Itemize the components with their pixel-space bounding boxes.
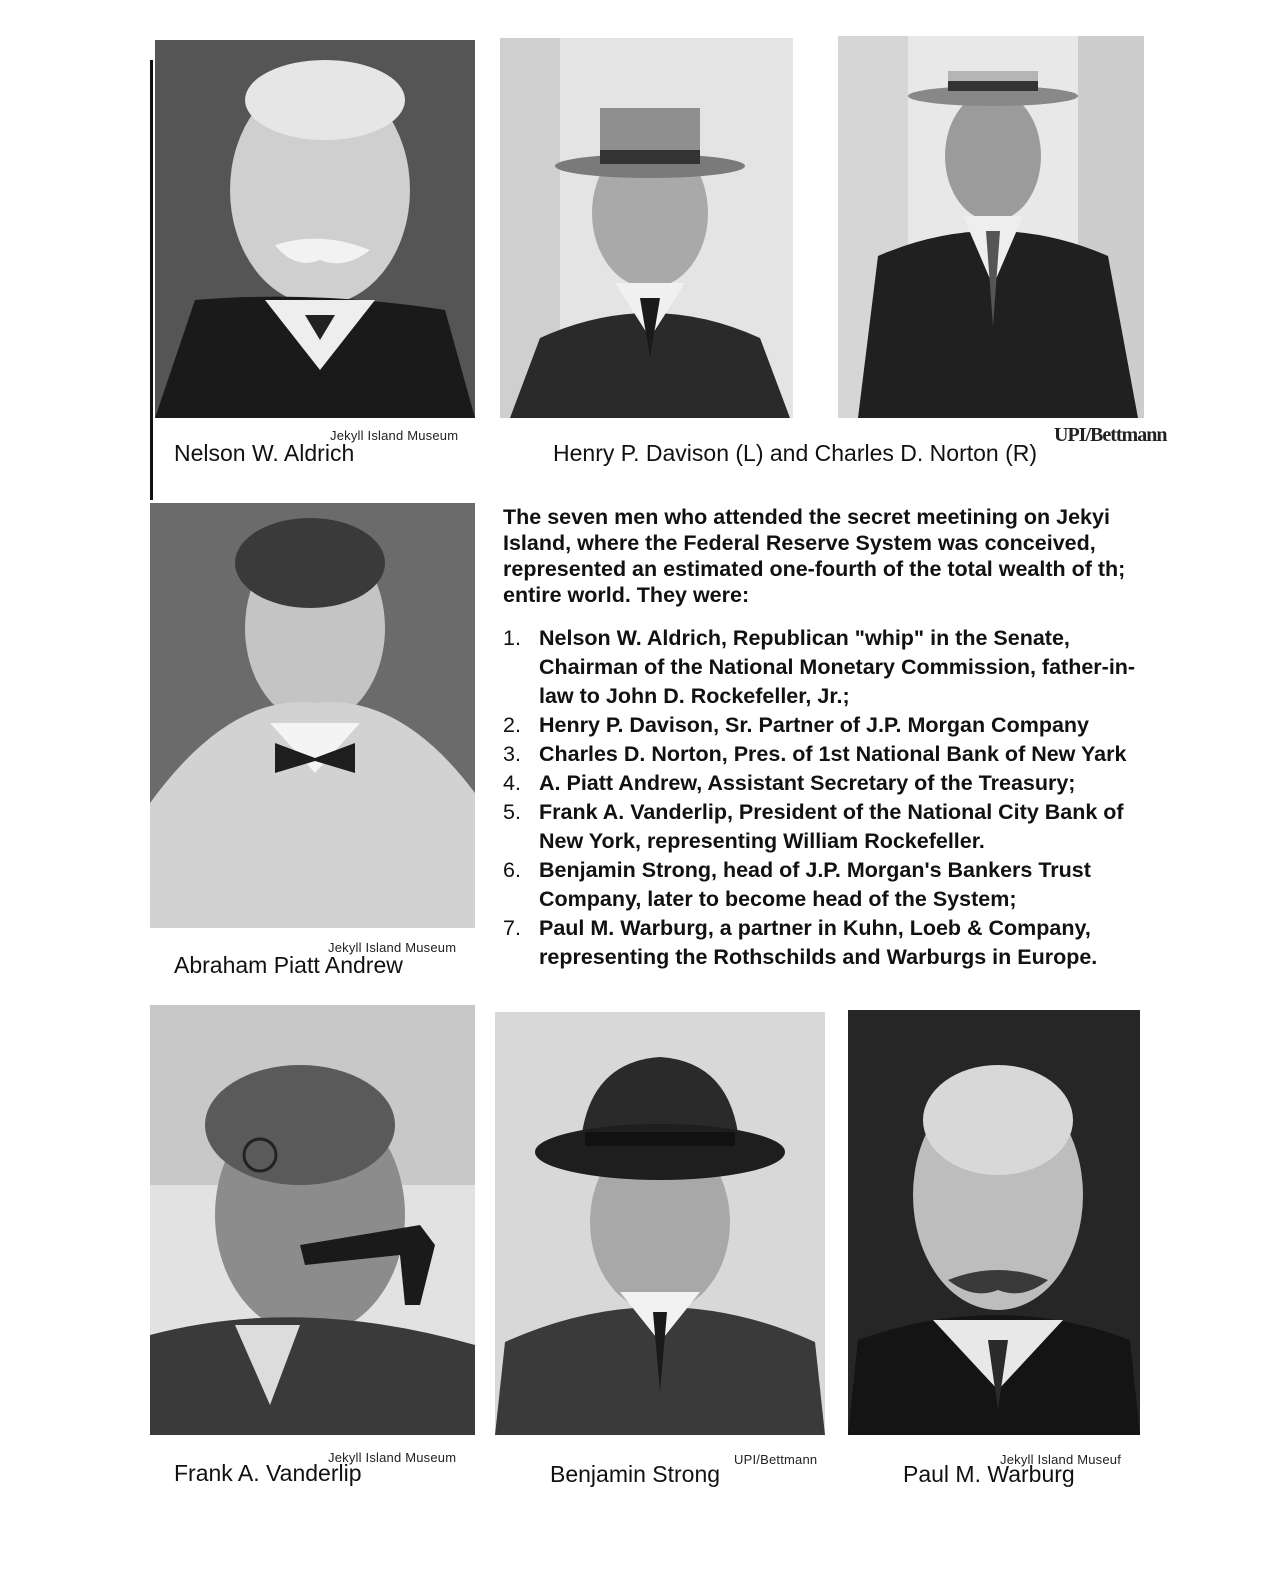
list-text: A. Piatt Andrew, Assistant Secretary of the Treasury;	[539, 771, 1076, 795]
credit-davison-norton: UPI/Bettmann	[1054, 424, 1167, 446]
name-vanderlip: Frank A. Vanderlip	[174, 1460, 362, 1486]
list-item	[503, 624, 1153, 711]
name-strong: Benjamin Strong	[550, 1461, 721, 1487]
list-text: Henry P. Davison, Sr. Partner of J.P. Morgan Company	[539, 713, 1090, 737]
name-andrew: Abraham Piatt Andrew	[174, 952, 403, 978]
name-warburg: Paul M. Warburg	[903, 1461, 1075, 1487]
list-number: 2.	[503, 713, 521, 737]
list-number: 1.	[503, 626, 521, 650]
credit-andrew: Jekyll Island Museum	[328, 940, 457, 955]
photo-nelson-aldrich	[155, 40, 475, 418]
list-item	[503, 798, 1153, 856]
photo-henry-davison	[500, 38, 793, 418]
photo-benjamin-strong	[495, 1012, 825, 1435]
photo-abraham-andrew	[150, 503, 475, 928]
list-text: Nelson W. Aldrich, Republican "whip" in the Senate, Chairman of the National Monetary Commission, father-in-law to John D. Rockefeller, Jr.;	[539, 626, 1136, 708]
list-number: 4.	[503, 771, 521, 795]
attendee-list	[503, 624, 1153, 972]
list-number: 5.	[503, 800, 521, 824]
name-davison-norton: Henry P. Davison (L) and Charles D. Norton (R)	[553, 440, 1038, 466]
list-item	[503, 711, 1153, 740]
list-text: Benjamin Strong, head of J.P. Morgan's Bankers Trust Company, later to become head of the System;	[539, 858, 1091, 911]
list-number: 6.	[503, 858, 521, 882]
list-item	[503, 740, 1153, 769]
credit-vanderlip: Jekyll Island Museum	[328, 1450, 457, 1465]
credit-strong: UPI/Bettmann	[734, 1452, 818, 1467]
list-item	[503, 856, 1153, 914]
credit-aldrich: Jekyll Island Museum	[330, 428, 459, 443]
list-text: Frank A. Vanderlip, President of the National City Bank of New York, representing William Rockefeller.	[539, 800, 1124, 853]
list-number: 3.	[503, 742, 521, 766]
list-item	[503, 914, 1153, 972]
border-line	[150, 60, 153, 500]
photo-charles-norton	[838, 36, 1144, 418]
list-number: 7.	[503, 916, 521, 940]
credit-warburg: Jekyll Island Museuf	[1000, 1452, 1122, 1467]
list-text: Paul M. Warburg, a partner in Kuhn, Loeb & Company, representing the Rothschilds and Warburgs in Europe.	[539, 916, 1098, 969]
intro-paragraph: The seven men who attended the secret meetining on Jekyi Island, where the Federal Reserve System was conceived, represented an estimated one-fourth of the total wealth of th; entire world. They were:	[503, 505, 1126, 607]
list-item	[503, 769, 1153, 798]
photo-frank-vanderlip	[150, 1005, 475, 1435]
name-aldrich: Nelson W. Aldrich	[174, 440, 355, 466]
photo-paul-warburg	[848, 1010, 1140, 1435]
list-text: Charles D. Norton, Pres. of 1st National Bank of New Yark	[539, 742, 1127, 766]
